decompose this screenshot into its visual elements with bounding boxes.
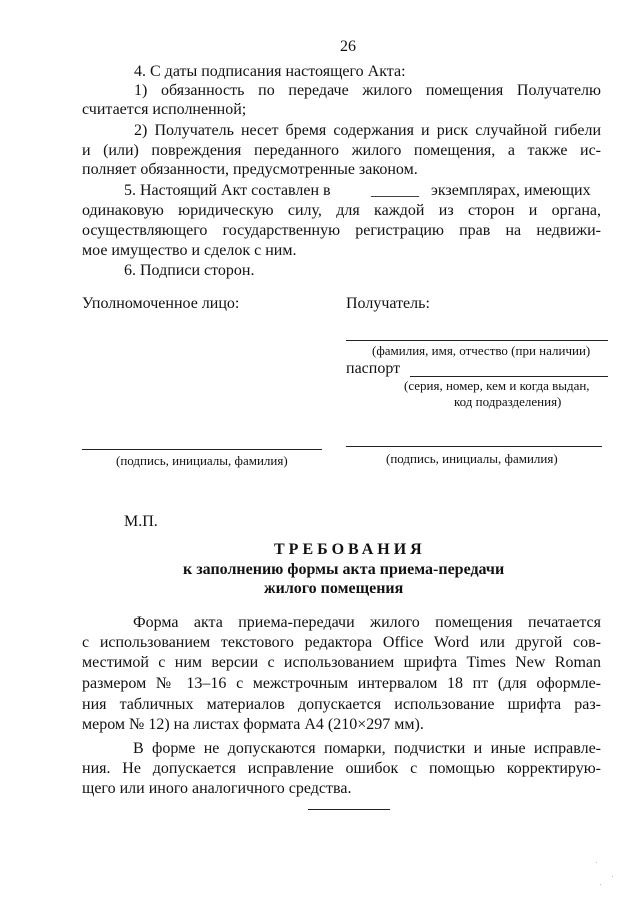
right-signature-line: [346, 446, 602, 447]
passport-caption-line1: (серия, номер, кем и когда выдан,: [404, 378, 590, 393]
clause4-heading: 4. С даты подписания настоящего Акта:: [134, 63, 406, 80]
left-signature-line: [82, 449, 322, 450]
clause4-item2-line2: и (или) повреждения переданного жилого помещения, а также ис-: [82, 142, 601, 159]
scan-speck: [612, 876, 613, 877]
passport-caption-line2: код подразделения): [454, 394, 562, 409]
right-signature-caption: (подпись, инициалы, фамилия): [386, 451, 558, 466]
closing-rule: [308, 809, 390, 810]
clause5-blank: ______: [371, 182, 419, 199]
clause5-line2: осуществляющего государственную регистрацию прав на недвижи-: [82, 222, 601, 239]
clause6: 6. Подписи сторон.: [124, 262, 255, 279]
fio-line: [346, 340, 608, 341]
clause5-part1: 5. Настоящий Акт составлен в: [124, 182, 331, 199]
page-number: 26: [340, 38, 356, 55]
requirements-subtitle-line2: жилого помещения: [264, 580, 404, 597]
scan-speck: [596, 862, 597, 863]
stamp-mark: М.П.: [124, 513, 158, 530]
clause5-line3: мое имущество и сделок с ним.: [82, 242, 297, 259]
para1-line5: ния табличных материалов допускается использование шрифта раз-: [82, 696, 601, 713]
para1-line2: с использованием текстового редактора Office Word или другой сов-: [82, 634, 601, 651]
para1-line6: мером № 12) на листах формата А4 (210×297 мм).: [82, 716, 424, 733]
clause4-item1-line2: считается исполненной;: [82, 101, 247, 118]
clause5-part2: экземплярах, имеющих: [431, 182, 591, 199]
para1-line1: Форма акта приема-передачи жилого помещения печатается: [133, 614, 601, 631]
para1-line4: размером № 13–16 с межстрочным интервалом 18 пт (для оформле-: [82, 675, 601, 692]
authorized-person-label: Уполномоченное лицо:: [82, 295, 240, 312]
para1-line3: местимой с ним версии с использованием шрифта Times New Roman: [82, 654, 601, 671]
left-signature-caption: (подпись, инициалы, фамилия): [116, 453, 288, 468]
para2-line1: В форме не допускаются помарки, подчистки и иные исправле-: [133, 740, 601, 757]
requirements-subtitle-line1: к заполнению формы акта приема-передачи: [183, 561, 505, 578]
para2-line2: ния. Не допускается исправление ошибок с помощью корректирую-: [82, 760, 601, 777]
passport-label: паспорт: [346, 360, 401, 377]
clause5-line1: одинаковую юридическую силу, для каждой из сторон и органа,: [82, 202, 601, 219]
requirements-title: ТРЕБОВАНИЯ: [274, 541, 426, 558]
para2-line3: щего или иного аналогичного средства.: [82, 780, 352, 797]
clause4-item2-line3: полняет обязанности, предусмотренные законом.: [82, 161, 418, 178]
scan-speck: [600, 884, 601, 885]
clause4-item2-line1: 2) Получатель несет бремя содержания и риск случайной гибели: [134, 122, 601, 139]
fio-caption: (фамилия, имя, отчество (при наличии): [372, 343, 591, 358]
clause4-item1-line1: 1) обязанность по передаче жилого помещения Получателю: [134, 82, 601, 99]
recipient-label: Получатель:: [346, 295, 430, 312]
